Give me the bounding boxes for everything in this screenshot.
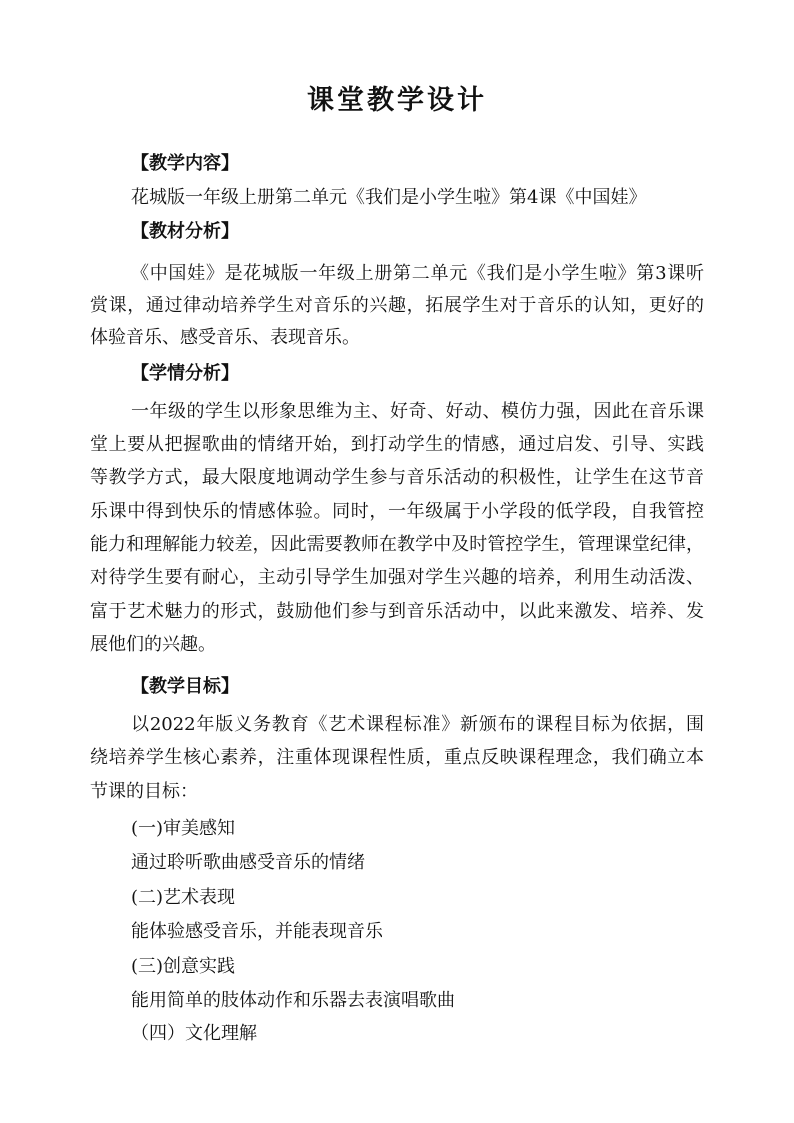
content-text: 花城版一年级上册第二单元《我们是小学生啦》第4课《中国娃》 xyxy=(131,187,647,208)
goal-item-label: （四）文化理解 xyxy=(131,1023,257,1044)
goal-item-label: (一)审美感知 xyxy=(131,818,236,839)
paragraph-line: 《中国娃》是花城版一年级上册第二单元《我们是小学生啦》第3课听 xyxy=(131,263,704,284)
paragraph-line: 展他们的兴趣。 xyxy=(90,634,216,655)
paragraph-line: 节课的目标： xyxy=(90,781,198,802)
goal-item-label: (二)艺术表现 xyxy=(131,887,236,908)
paragraph-line: 等教学方式，最大限度地调动学生参与音乐活动的积极性，让学生在这节音 xyxy=(90,467,704,488)
paragraph-line: 以2022年版义务教育《艺术课程标准》新颁布的课程目标为依据，围 xyxy=(131,714,704,735)
paragraph-line: 堂上要从把握歌曲的情绪开始，到打动学生的情感，通过启发、引导、实践 xyxy=(90,434,704,455)
section-heading-content: 【教学内容】 xyxy=(131,153,239,174)
paragraph-line: 能力和理解能力较差，因此需要教师在教学中及时管控学生，管理课堂纪律， xyxy=(90,534,704,555)
goal-item-text: 通过聆听歌曲感受音乐的情绪 xyxy=(131,852,365,873)
section-heading-material: 【教材分析】 xyxy=(131,221,239,242)
paragraph-line: 对待学生要有耐心，主动引导学生加强对学生兴趣的培养，利用生动活泼、 xyxy=(90,567,704,588)
goal-item-text: 能体验感受音乐，并能表现音乐 xyxy=(131,921,383,942)
paragraph-line: 富于艺术魅力的形式，鼓励他们参与到音乐活动中，以此来激发、培养、发 xyxy=(90,601,704,622)
paragraph-line: 乐课中得到快乐的情感体验。同时，一年级属于小学段的低学段，自我管控 xyxy=(90,501,704,522)
paragraph-line: 绕培养学生核心素养，注重体现课程性质，重点反映课程理念，我们确立本 xyxy=(90,747,704,768)
paragraph-line: 赏课，通过律动培养学生对音乐的兴趣，拓展学生对于音乐的认知，更好的 xyxy=(90,295,704,316)
paragraph-line: 一年级的学生以形象思维为主、好奇、好动、模仿力强，因此在音乐课 xyxy=(131,401,704,422)
paragraph-line: 体验音乐、感受音乐、表现音乐。 xyxy=(90,327,360,348)
page-title: 课堂教学设计 xyxy=(307,85,487,116)
section-heading-learners: 【学情分析】 xyxy=(131,363,239,384)
goal-item-label: (三)创意实践 xyxy=(131,956,236,977)
goal-item-text: 能用简单的肢体动作和乐器去表演唱歌曲 xyxy=(131,990,455,1011)
section-heading-goals: 【教学目标】 xyxy=(131,676,239,697)
